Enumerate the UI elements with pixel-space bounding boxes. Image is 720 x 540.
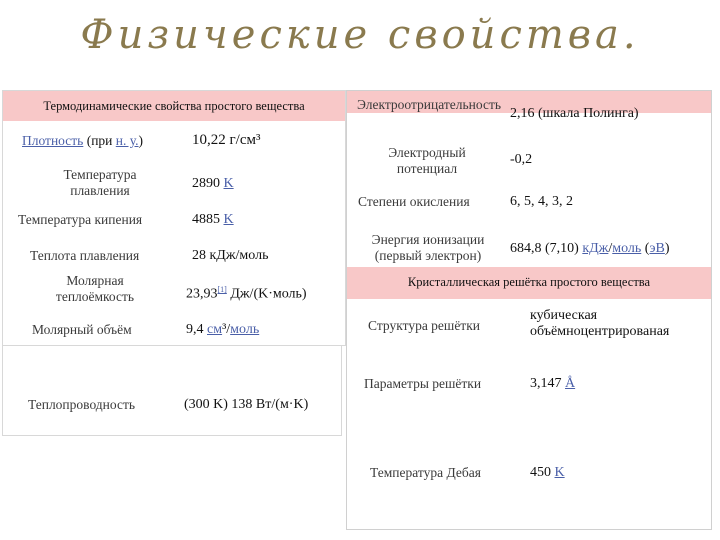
thermo-header: Термодинамические свойства простого вещества: [3, 91, 345, 121]
melting-label: Температура плавления: [63, 167, 137, 198]
melting-value: [192, 176, 234, 192]
fusion-value: 28 кДж/моль: [192, 248, 269, 263]
ionization-value: [510, 241, 670, 257]
ionization-slash: /: [608, 241, 613, 256]
lattice-structure-value: кубическая объёмноцентрированая: [530, 308, 670, 339]
mol-link[interactable]: моль: [230, 322, 260, 337]
ionization-number: 684,8 (7,10): [510, 241, 583, 256]
debye-label: Температура Дебая: [370, 465, 481, 480]
debye-value: [530, 465, 565, 481]
melting-number: 2890: [192, 176, 224, 191]
kelvin-link[interactable]: K: [223, 176, 234, 191]
ionization-paren-open: (: [641, 241, 650, 256]
heat-capacity-number: 23,93: [186, 286, 218, 302]
oxidation-label: Степени окисления: [358, 194, 470, 209]
kelvin-link[interactable]: K: [554, 465, 565, 480]
kelvin-link[interactable]: K: [223, 212, 234, 227]
lattice-params-value: [530, 376, 575, 392]
thermal-conductivity-value: (300 K) 138 Вт/(м·K): [184, 397, 309, 412]
normal-conditions-link[interactable]: н. у.: [115, 133, 139, 148]
angstrom-link[interactable]: Å: [565, 376, 576, 391]
molar-volume-number: 9,4: [186, 322, 207, 337]
heat-capacity-unit: Дж/(K·моль): [226, 286, 307, 302]
oxidation-value: 6, 5, 4, 3, 2: [510, 194, 573, 209]
heat-capacity-label: Молярная теплоёмкость: [55, 273, 135, 304]
density-close: ): [138, 133, 144, 148]
boiling-value: [192, 212, 234, 228]
mol-link[interactable]: моль: [612, 241, 642, 256]
electronegativity-value: 2,16 (шкала Полинга): [510, 106, 639, 121]
density-link[interactable]: Плотность: [22, 133, 84, 148]
ionization-label: Энергия ионизации (первый электрон): [371, 232, 485, 263]
footnote-link[interactable]: [1]: [217, 285, 227, 294]
molar-volume-label: Молярный объём: [32, 322, 132, 337]
electrode-potential-value: -0,2: [510, 152, 533, 167]
boiling-label: Температура кипения: [18, 212, 143, 227]
molar-volume-value: [186, 322, 259, 338]
thermal-panel: [2, 346, 342, 436]
lattice-params-number: 3,147: [530, 376, 565, 391]
density-mid: (при: [83, 133, 116, 148]
heat-capacity-value: [186, 282, 307, 303]
lattice-structure-label: Структура решётки: [368, 318, 480, 333]
kj-link[interactable]: кДж: [582, 241, 609, 256]
electrode-potential-label: Электродный потенциал: [388, 145, 466, 176]
density-value: 10,22 г/см³: [192, 132, 261, 148]
slide-title: Физические свойства.: [80, 12, 640, 58]
density-row-label: [22, 133, 192, 149]
thermal-conductivity-label: Теплопроводность: [28, 397, 136, 412]
lattice-params-label: Параметры решётки: [364, 376, 482, 391]
debye-number: 450: [530, 465, 555, 480]
ev-link[interactable]: эВ: [649, 241, 665, 256]
molar-volume-slash: ³/: [222, 322, 231, 337]
electronegativity-label: Электроотрицательность: [356, 97, 502, 112]
boiling-number: 4885: [192, 212, 224, 227]
ionization-paren-close: ): [664, 241, 670, 256]
fusion-label: Теплота плавления: [30, 248, 140, 263]
lattice-header: Кристаллическая решётка простого вещества: [347, 267, 711, 299]
cm-link[interactable]: см: [207, 322, 223, 337]
